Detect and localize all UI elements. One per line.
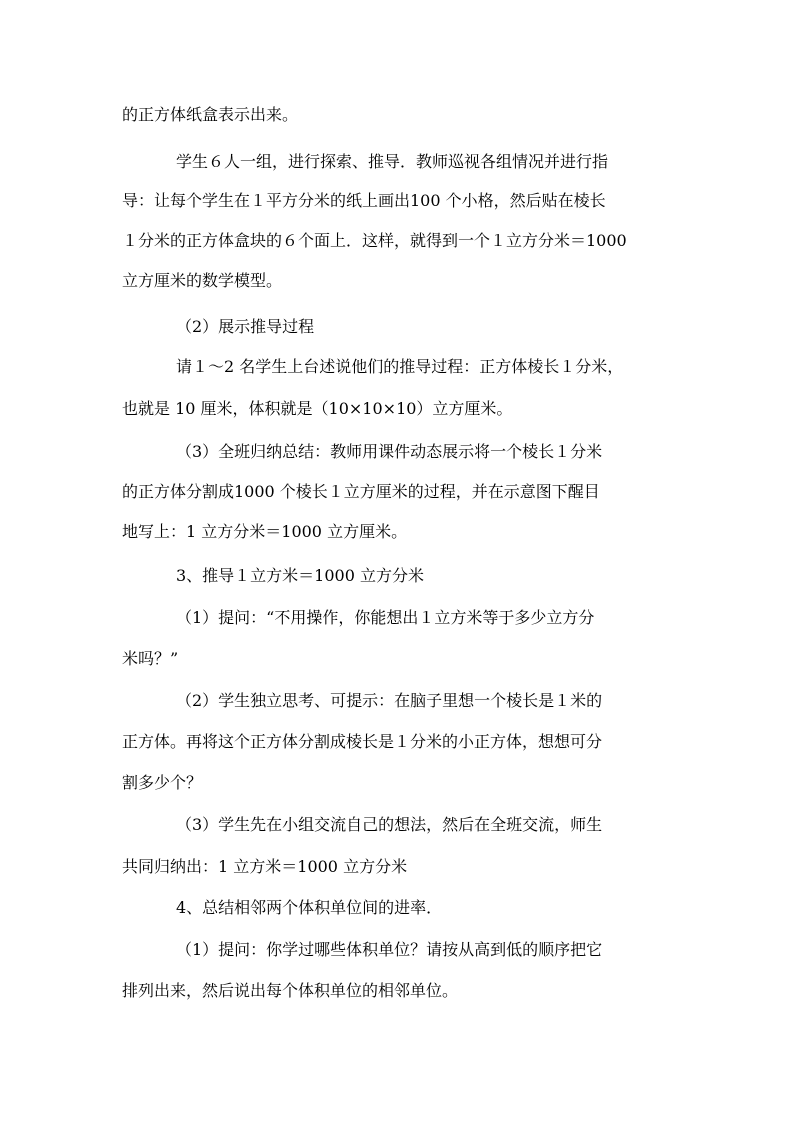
text-line: 的正方体分割成1000 个棱长１立方厘米的过程，并在示意图下醒目 — [122, 482, 600, 501]
text-line: 的正方体纸盒表示出来。 — [122, 105, 299, 124]
text-line: 3、推导１立方米＝1000 立方分米 — [176, 566, 424, 585]
text-line: 请１～2 名学生上台述说他们的推导过程：正方体棱长１分米， — [176, 357, 624, 376]
text-line: 地写上：1 立方分米＝1000 立方厘米。 — [122, 522, 408, 541]
text-line: 米吗？” — [122, 649, 179, 668]
text-line: 割多少个？ — [122, 773, 203, 792]
text-line: 也就是 10 厘米，体积就是（10×10×10）立方厘米。 — [122, 399, 513, 418]
text-line: 4、总结相邻两个体积单位间的进率． — [176, 898, 443, 917]
text-line: （2）展示推导过程 — [176, 317, 315, 336]
text-line: （2）学生独立思考、可提示：在脑子里想一个棱长是１米的 — [176, 691, 603, 710]
text-line: １分米的正方体盒块的６个面上．这样，就得到一个１立方分米＝1000 — [122, 231, 627, 250]
text-line: （1）提问：“不用操作，你能想出１立方米等于多少立方分 — [176, 608, 595, 627]
text-line: 共同归纳出：1 立方米＝1000 立方分米 — [122, 857, 408, 876]
text-line: 正方体。再将这个正方体分割成棱长是１分米的小正方体，想想可分 — [122, 732, 603, 751]
text-line: 排列出来，然后说出每个体积单位的相邻单位。 — [122, 981, 459, 1000]
text-line: 导：让每个学生在１平方分米的纸上画出100 个小格，然后贴在棱长 — [122, 191, 606, 210]
text-line: （1）提问：你学过哪些体积单位？请按从高到低的顺序把它 — [176, 940, 603, 959]
text-line: （3）学生先在小组交流自己的想法，然后在全班交流，师生 — [176, 815, 603, 834]
text-line: 立方厘米的数学模型。 — [122, 271, 283, 290]
text-line: 学生６人一组，进行探索、推导．教师巡视各组情况并进行指 — [176, 152, 609, 171]
text-line: （3）全班归纳总结：教师用课件动态展示将一个棱长１分米 — [176, 442, 603, 461]
